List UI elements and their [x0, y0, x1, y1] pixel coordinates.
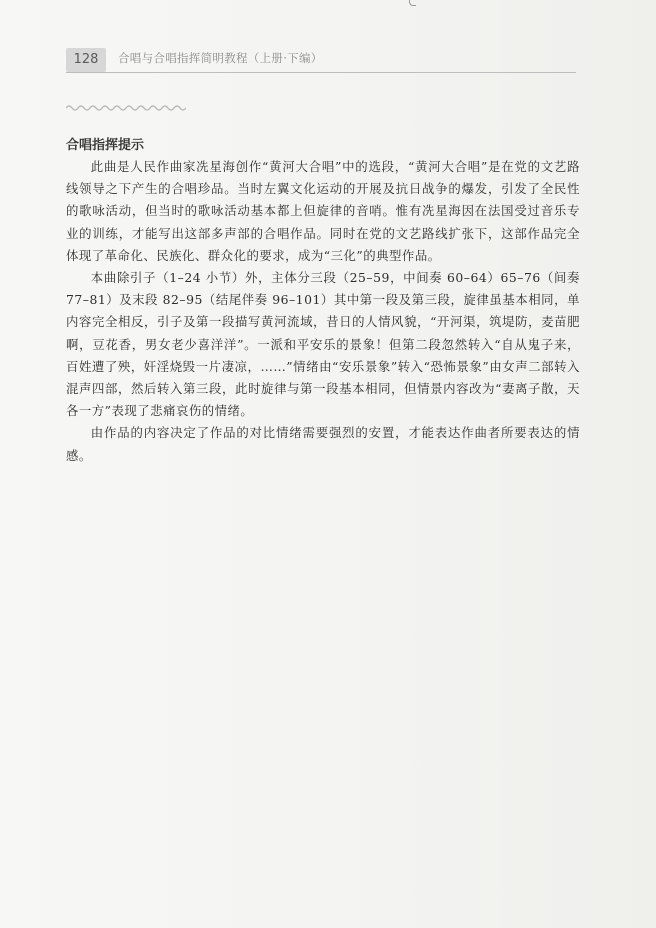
header-rule: [66, 72, 576, 73]
section-heading: 合唱指挥提示: [66, 138, 145, 153]
body-text: [66, 156, 580, 467]
wavy-divider: [66, 104, 186, 112]
paragraph: 由作品的内容决定了作品的对比情绪需要强烈的安置，才能表达作曲者所要表达的情感。: [66, 425, 580, 463]
paragraph: 本曲除引子（1–24 小节）外，主体分三段（25–59，中间奏 60–64）65–76（间奏 77–81）及末段 82–95（结尾伴奏 96–101）其中第一段及第三段，旋律虽基本相同，单内容完全相反，引子及第一段描写黄河流域，昔日的人情风貌，“开河渠，筑堤防，麦苗肥啊，豆花香，男女老少喜洋洋”。一派和平安乐的景象！但第二段忽然转入“自从鬼子来，百姓遭了殃，奸淫烧毁一片凄凉，……”情绪由“安乐景象”转入“恐怖景象”由女声二部转入混声四部，然后转入第三段，此时旋律与第一段基本相同，但情景内容改为“妻离子散，天各一方”表现了悲痛哀伤的情绪。: [66, 270, 580, 419]
page-edge-mark: [409, 0, 416, 6]
paragraph: 此曲是人民作曲家冼星海创作“黄河大合唱”中的选段，“黄河大合唱”是在党的文艺路线领导之下产生的合唱珍品。当时左翼文化运动的开展及抗日战争的爆发，引发了全民性的歌咏活动，但当时的歌咏活动基本都上但旋律的音哨。惟有冼星海因在法国受过音乐专业的训练，才能写出这部多声部的合唱作品。同时在党的文艺路线扩张下，这部作品完全体现了革命化、民族化、群众化的要求，成为“三化”的典型作品。: [66, 159, 580, 263]
page-number: 128: [66, 48, 106, 72]
running-title: 合唱与合唱指挥简明教程（上册·下编）: [118, 51, 323, 65]
page-header: [66, 48, 576, 74]
